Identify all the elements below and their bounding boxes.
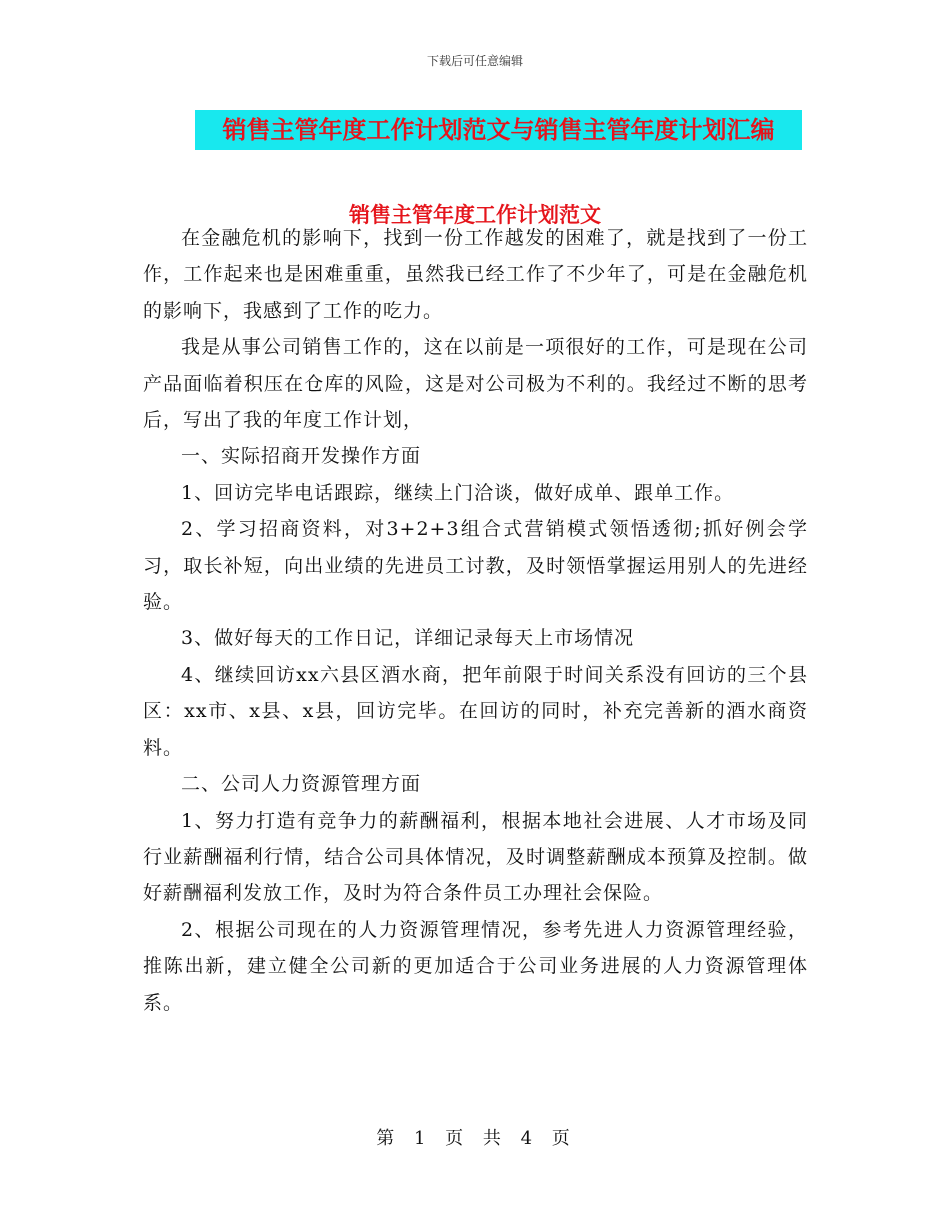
paragraph: 2、学习招商资料，对3+2+3组合式营销模式领悟透彻;抓好例会学习，取长补短，向出业绩的先进员工讨教，及时领悟掌握运用别人的先进经验。 bbox=[143, 518, 808, 614]
paragraph: 4、继续回访xx六县区酒水商，把年前限于时间关系没有回访的三个县区：xx市、x县、x县，回访完毕。在回访的同时，补充完善新的酒水商资料。 bbox=[143, 663, 808, 759]
paragraph: 3、做好每天的工作日记，详细记录每天上市场情况 bbox=[181, 627, 635, 650]
document-title: 销售主管年度工作计划范文与销售主管年度计划汇编 bbox=[195, 110, 802, 150]
paragraph-heading: 一、实际招商开发操作方面 bbox=[181, 445, 422, 468]
paragraph: 1、回访完毕电话跟踪，继续上门洽谈，做好成单、跟单工作。 bbox=[181, 481, 735, 504]
document-body bbox=[143, 220, 808, 1021]
paragraph: 在金融危机的影响下，找到一份工作越发的困难了，就是找到了一份工作，工作起来也是困难重重，虽然我已经工作了不少年了，可是在金融危机的影响下，我感到了工作的吃力。 bbox=[143, 227, 808, 322]
section-title: 销售主管年度工作计划范文 bbox=[349, 203, 601, 227]
page-number-footer: 第 1 页 共 4 页 bbox=[376, 1128, 574, 1149]
paragraph: 2、根据公司现在的人力资源管理情况，参考先进人力资源管理经验，推陈出新，建立健全公司新的更加适合于公司业务进展的人力资源管理体系。 bbox=[143, 918, 808, 1014]
paragraph-heading: 二、公司人力资源管理方面 bbox=[181, 773, 422, 796]
header-note: 下载后可任意编辑 bbox=[426, 54, 523, 68]
paragraph: 我是从事公司销售工作的，这在以前是一项很好的工作，可是现在公司产品面临着积压在仓库的风险，这是对公司极为不利的。我经过不断的思考后，写出了我的年度工作计划， bbox=[143, 336, 808, 432]
paragraph: 1、努力打造有竞争力的薪酬福利，根据本地社会进展、人才市场及同行业薪酬福利行情，结合公司具体情况，及时调整薪酬成本预算及控制。做好薪酬福利发放工作，及时为符合条件员工办理社会保险。 bbox=[143, 809, 808, 905]
